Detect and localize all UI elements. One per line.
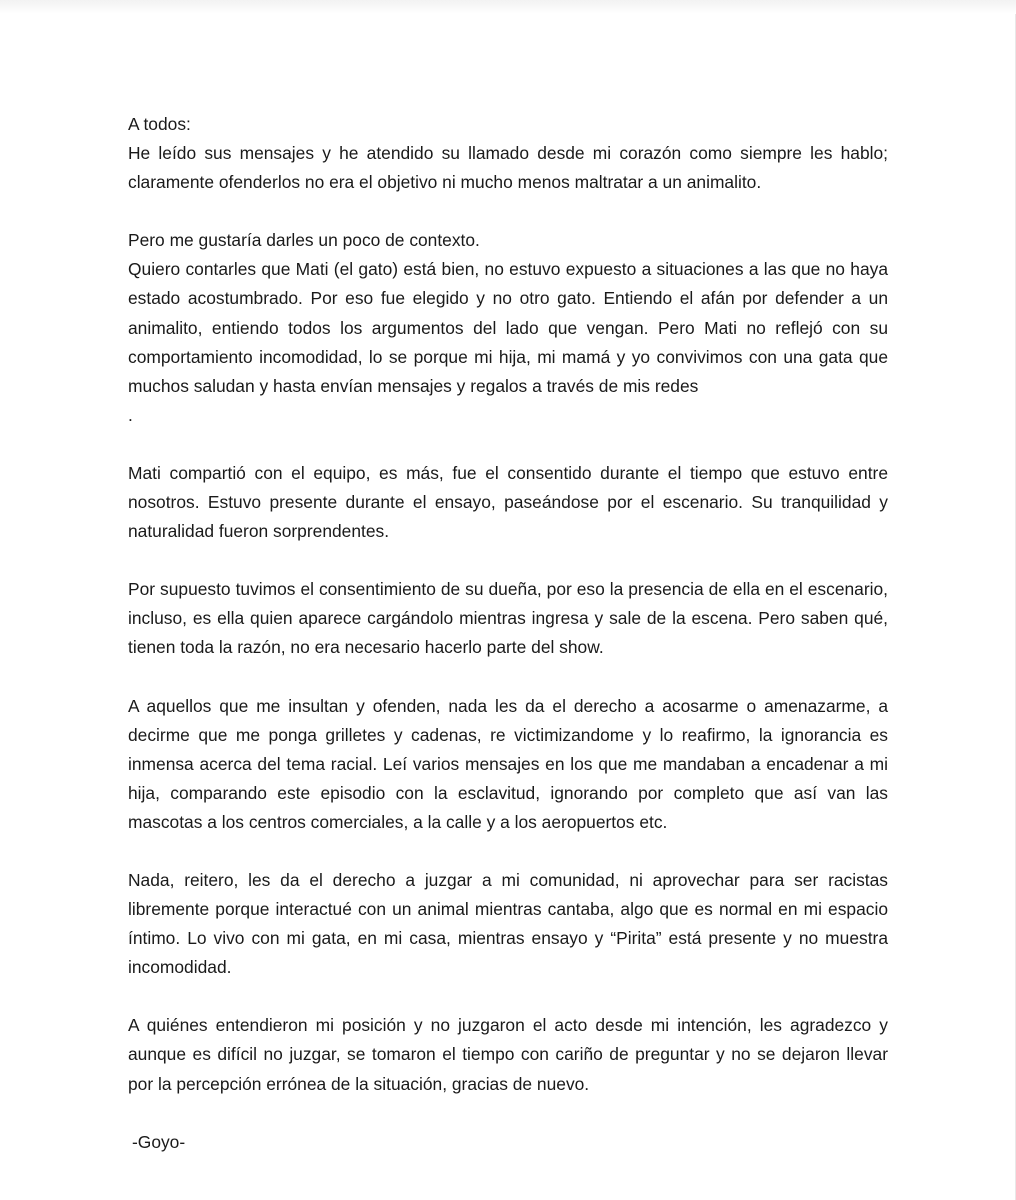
paragraph-gap (128, 663, 888, 692)
paragraph-gap (128, 837, 888, 866)
paragraph-7: A quiénes entendieron mi posición y no juzgaron el acto desde mi intención, les agradezco y aunque es difícil no juzgar, se tomaron el tiempo con cariño de preguntar y no se dejaron llevar por la percepción errónea de la situación, gracias de nuevo. (128, 1015, 888, 1094)
signature: -Goyo- (132, 1131, 186, 1152)
paragraph-gap (128, 430, 888, 459)
paragraph-6: Nada, reitero, les da el derecho a juzgar a mi comunidad, ni aprovechar para ser racistas libremente porque interactué con un animal mientras cantaba, algo que es normal en mi espacio íntimo. Lo vivo con mi gata, en mi casa, mientras ensayo y “Pirita” está presente y no muestra incomodidad. (128, 869, 888, 978)
letter-body (128, 110, 888, 1157)
paragraph-3: Mati compartió con el equipo, es más, fue el consentido durante el tiempo que estuvo entre nosotros. Estuvo presente durante el ensayo, paseándose por el escenario. Su tranquilidad y naturalidad fueron sorprendentes. (128, 462, 888, 542)
paragraph-1: He leído sus mensajes y he atendido su llamado desde mi corazón como siempre les hablo; claramente ofenderlos no era el objetivo ni mucho menos maltratar a un animalito. (128, 143, 888, 193)
paragraph-gap (128, 546, 888, 575)
paragraph-4: Por supuesto tuvimos el consentimiento de su dueña, por eso la presencia de ella en el escenario, incluso, es ella quien aparece cargándolo mientras ingresa y sale de la escena. Pero saben qué, tienen toda la razón, no era necesario hacerlo parte del show. (128, 579, 888, 658)
salutation: A todos: (128, 114, 191, 134)
page-top-edge (0, 0, 1016, 14)
paragraph-2-intro: Pero me gustaría darles un poco de contexto. (128, 230, 480, 251)
paragraph-gap (128, 982, 888, 1011)
paragraph-2-trailing-dot: . (128, 404, 133, 425)
paragraph-gap (128, 197, 888, 226)
paragraph-2: Quiero contarles que Mati (el gato) está bien, no estuvo expuesto a situaciones a las que no haya estado acostumbrado. Por eso fue elegido y no otro gato. Entiendo el afán por defender a un animalito, entiendo todos los argumentos del lado que vengan. Pero Mati no reflejó con su comportamiento incomodidad, lo se porque mi hija, mi mamá y yo convivimos con una gata que muchos saludan y hasta envían mensajes y regalos a través de mis redes (128, 259, 888, 396)
paragraph-5: A aquellos que me insultan y ofenden, nada les da el derecho a acosarme o amenazarme, a decirme que me ponga grilletes y cadenas, re victimizandome y lo reafirmo, la ignorancia es inmensa acerca del tema racial. Leí varios mensajes en los que me mandaban a encadenar a mi hija, comparando este episodio con la esclavitud, ignorando por completo que así van las mascotas a los centros comerciales, a la calle y a los aeropuertos etc. (128, 695, 888, 832)
paragraph-gap (128, 1099, 888, 1128)
